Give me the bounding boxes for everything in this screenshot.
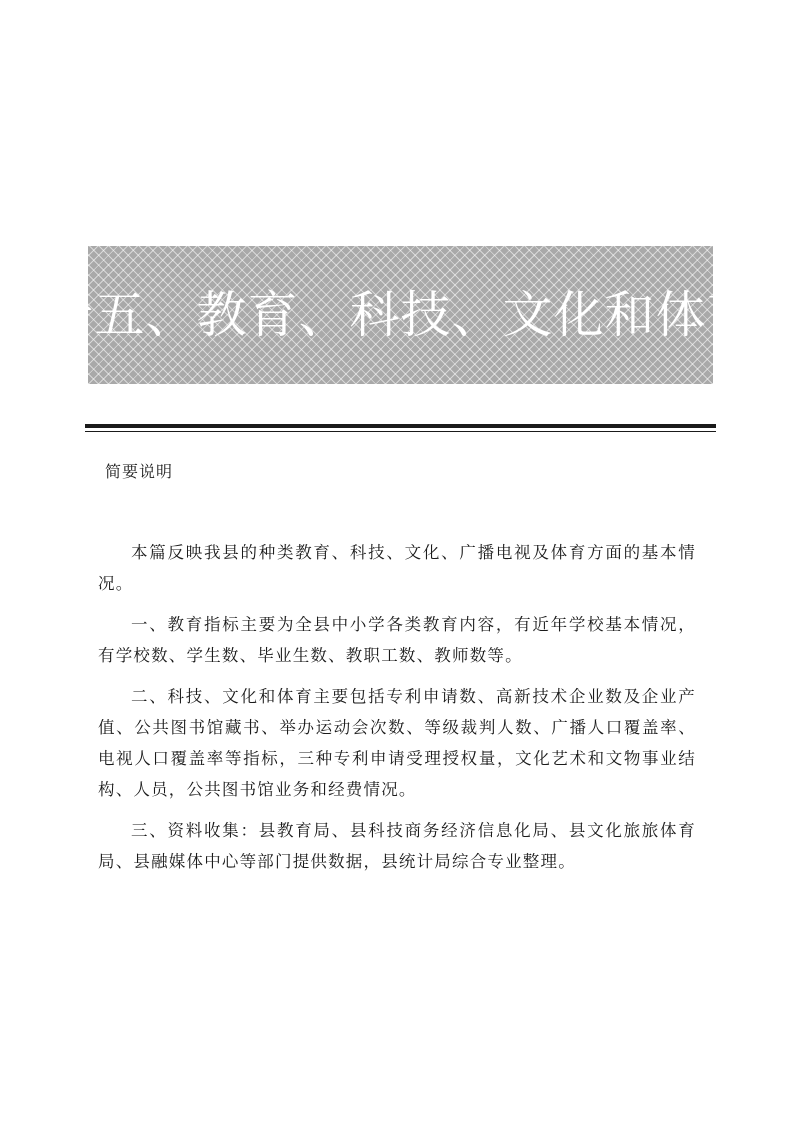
- paragraph-education: 一、教育指标主要为全县中小学各类教育内容，有近年学校基本情况，有学校数、学生数、毕业生数、教职工数、教师数等。: [98, 615, 696, 665]
- paragraph-intro: 本篇反映我县的种类教育、科技、文化、广播电视及体育方面的基本情况。: [98, 543, 696, 593]
- paragraph-data-sources: 三、资料收集：县教育局、县科技商务经济信息化局、县文化旅旅体育局、县融媒体中心等部门提供数据，县统计局综合专业整理。: [98, 821, 696, 871]
- page-title: 十五、教育、科技、文化和体育: [43, 286, 758, 344]
- title-banner: [43, 246, 758, 384]
- body-text: [98, 537, 696, 887]
- section-heading: 简要说明: [105, 462, 174, 481]
- divider-thin: [85, 431, 716, 432]
- divider-thick: [85, 424, 716, 428]
- paragraph-science-culture: 二、科技、文化和体育主要包括专利申请数、高新技术企业数及企业产值、公共图书馆藏书、举办运动会次数、等级裁判人数、广播人口覆盖率、电视人口覆盖率等指标，三种专利申请受理授权量，文化艺术和文物事业结构、人员，公共图书馆业务和经费情况。: [98, 687, 696, 799]
